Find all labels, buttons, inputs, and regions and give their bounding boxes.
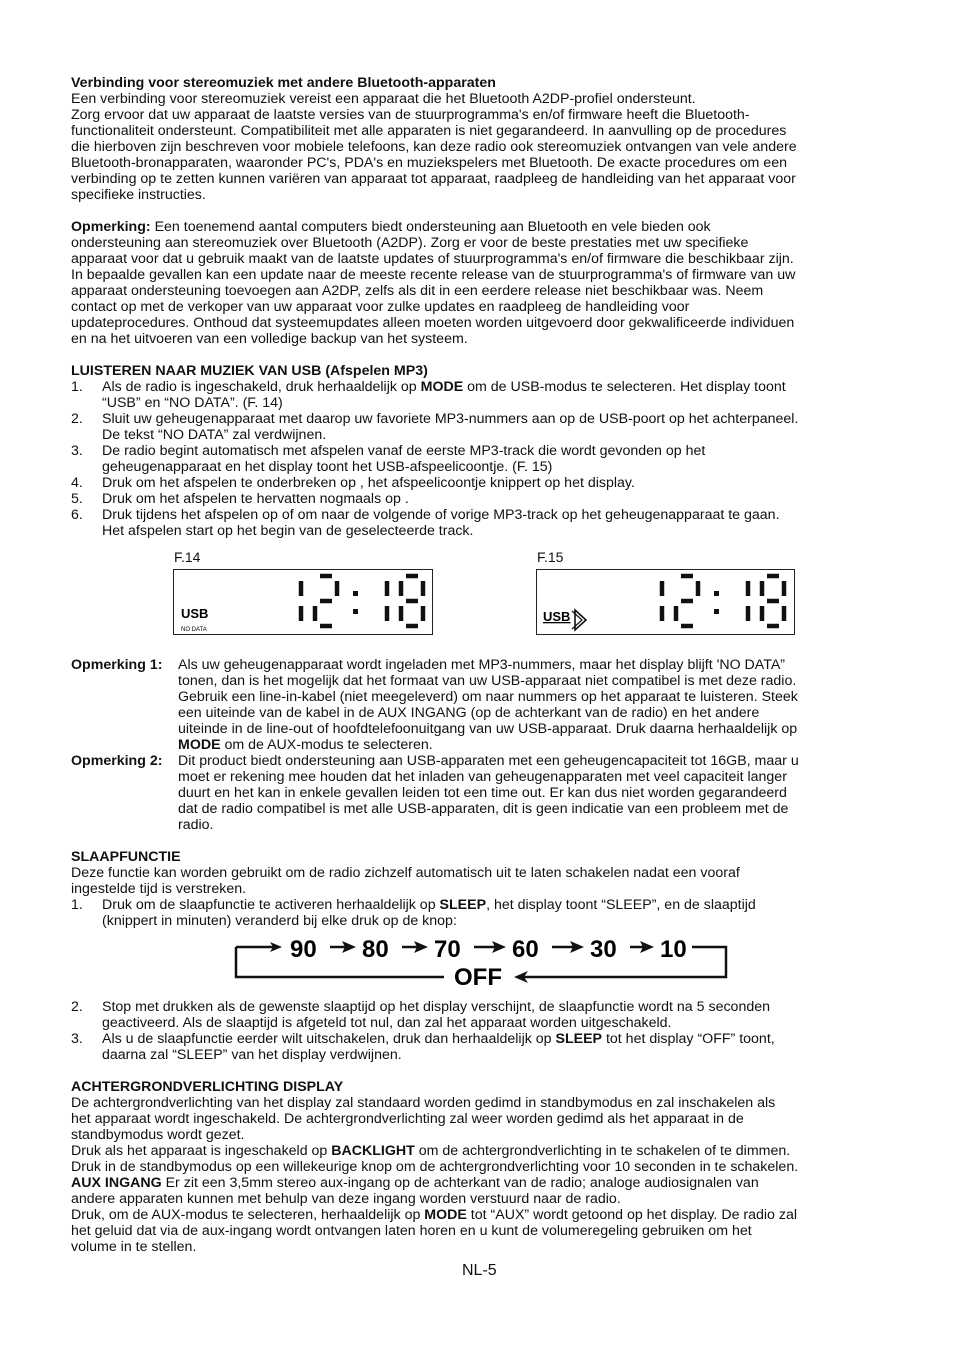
cycle-return-line: [236, 947, 444, 977]
sleep-value: 90: [290, 936, 317, 963]
bt-body: [71, 91, 891, 203]
lcd-display-fig15-graphic: [537, 570, 794, 634]
sleep-cycle-diagram: [71, 933, 891, 995]
bt-line: Bluetooth-bronapparaten, waaronder PC's, PDA's en muziekspelers met Bluetooth. De exacte procedures om een: [71, 155, 787, 171]
lcd-digit: [315, 576, 337, 626]
sleep-cycle-graphic: [234, 933, 774, 995]
lcd-colon: [353, 591, 358, 596]
bt-note: [71, 219, 891, 347]
bt-note-line: In bepaalde gevallen kan een update naar de meeste recente release van de stuurprogramma's of firmware van uw: [71, 267, 796, 283]
bt-note-label: Opmerking:: [71, 219, 151, 235]
usb-note-1: Opmerking 1: Als uw geheugenapparaat wordt ingeladen met MP3-nummers, maar het display blijft 'NO DATA” tonen, dan is het mogelijk dat het formaat van uw USB-apparaat niet compatibel is met deze radio. Gebruik een line-in-kabel (niet meegeleverd) om naar nummers op het apparaat te luisteren. Steek een uiteinde van de kabel in de AUX INGANG (op de achterkant van de radio) en het andere uiteinde in de line-out of hoofdtelefoonuitgang van uw USB-apparaat. Druk daarna herhaaldelijk op MODE om de AUX-modus te selecteren.: [71, 657, 798, 753]
bt-note-line: apparaat ondersteuning toevoegen aan A2DP, zelfs als dit in een eerdere release niet beschikbaar was. Neem: [71, 283, 764, 299]
sleep-step: 2. Stop met drukken als de gewenste slaaptijd op het display verschijnt, de slaapfunctie wordt na 5 seconden geactiveerd. Als de slaaptijd is afgeteld tot nul, dan zal het apparaat worden uitgeschakeld.: [71, 999, 771, 1031]
page-number: NL-5: [462, 1262, 497, 1279]
lcd-digit: [401, 576, 423, 626]
backlight-heading: ACHTERGRONDVERLICHTING DISPLAY: [71, 1079, 344, 1095]
sleep-value: 70: [434, 936, 461, 963]
usb-figures: [71, 539, 891, 657]
bt-note-line: en na het uitvoeren van een volledige backup van het systeem.: [71, 331, 468, 347]
lcd-colon: [353, 609, 358, 614]
bt-note-first: Een toenemend aantal computers biedt ondersteuning aan Bluetooth en vele bieden ook: [150, 219, 711, 235]
lcd-display-fig14: [173, 569, 433, 635]
cycle-return-line: [524, 947, 726, 977]
bt-note-line: updateprocedures. Onthoud dat systeemupdates alleen moeten worden uitgevoerd door gekwalificeerde individuen: [71, 315, 795, 331]
bt-note-line: contact op met de verkoper van uw apparaat voor zulke updates en raadpleeg de handleiding voor: [71, 299, 690, 315]
bt-heading: Verbinding voor stereomuziek met andere Bluetooth-apparaten: [71, 75, 496, 91]
sleep-step: 1. Druk om de slaapfunctie te activeren herhaaldelijk op SLEEP, het display toont “SLEEP”, en de slaaptijd (knippert in minuten) veranderd bij elke druk op de knop:: [71, 897, 756, 929]
play-icon: [575, 610, 586, 630]
bt-note-line: ondersteuning aan stereomuziek over Bluetooth (A2DP). Zorg er voor de beste prestaties met uw specifieke: [71, 235, 749, 251]
bt-note-line: apparaat voor dat u gebruik maakt van de laatste updates of stuurprogramma's en/of firmware die beschikbaar zijn.: [71, 251, 794, 267]
usb-indicator: USB: [181, 606, 209, 621]
usb-step: 3. De radio begint automatisch met afspelen vanaf de eerste MP3-track die wordt gevonden op het geheugenapparaat en het display toont het USB-afspeelicoontje. (F. 15): [71, 443, 706, 475]
lcd-time-digits: [301, 576, 423, 626]
fig15-label: F.15: [537, 549, 564, 565]
sleep-value: 60: [512, 936, 539, 963]
lcd-colon: [714, 609, 719, 614]
manual-page: Verbinding voor stereomuziek met andere Bluetooth-apparaten Een verbinding voor stereomuziek vereist een apparaat die het Bluetooth A2DP-profiel ondersteunt. Zorg ervoor dat uw apparaat de laatste versies van de stuurprogramma's en/of firmware heeft die Bluetooth- functionaliteit ondersteunt. Compatibiliteit met alle apparaten is niet gegarandeerd. In aanvulling op de procedures die hierboven zijn beschreven voor mobiele telefoons, kan deze radio ook stereomuziek ontvangen van vele andere Bluetooth-bronapparaten, waaronder PC's, PDA's en muziekspelers met Bluetooth. De exacte procedures om een verbinding op te zetten kunnen variëren van apparaat tot apparaat, raadpleeg de handleiding van het apparaat voor specifieke instructies. Opmerking: Een toenemend aantal computers biedt ondersteuning aan Bluetooth en vele bieden ook ondersteuning aan stereomuziek over Bluetooth (A2DP). Zorg er voor de beste prestaties met uw specifieke apparaat voor dat u gebruik maakt van de laatste updates of stuurprogramma's en/of firmware die beschikbaar zijn. In bepaalde gevallen kan een update naar de meeste recente release van de stuurprogramma's of firmware van uw apparaat ondersteuning toevoegen aan A2DP, zelfs als dit in een eerdere release niet beschikbaar was. Neem contact op met de verkoper van uw apparaat voor zulke updates en raadpleeg de handleiding voor updateprocedures. Onthoud dat systeemupdates alleen moeten worden uitgevoerd door gekwalificeerde individuen en na het uitvoeren van een volledige backup van het systeem. LUISTEREN NAAR MUZIEK VAN USB (Afspelen MP3) 1. Als de radio is ingeschakeld, druk herhaaldelijk op MODE om de USB-modus te selecteren. Het display toont “USB” en “NO DATA”. (F. 14) 2. Sluit uw geheugenapparaat met daarop uw favoriete MP3-nummers aan op de USB-poort op het achterpaneel. De tekst “NO DATA” zal verdwijnen. 3. De radio begint automatisch met afspelen vanaf de eerste MP3-track die wordt gevonden op het geheugenapparaat en het display toont het USB-afspeelicoontje. (F. 15) 4. Druk om het afspelen te onderbreken op , het afspeelicoontje knippert op het display. 5. Druk om het afspelen te hervatten nogmaals op . 6. Druk tijdens het afspelen op of om naar de volgende of vorige MP3-track op het geheugenapparaat te gaan. Het afspelen start op het begin van de geselecteerde track. F.14 USB NO DATA F.15 USB Opmerking 1: Als uw geheugenapparaat wordt ingeladen met MP3-nummers, maar het display blijft 'NO DATA” tonen, dan is het mogelijk dat het formaat van uw USB-apparaat niet compatibel is met deze radio. Gebruik een line-in-kabel (niet meegeleverd) om naar nummers op het apparaat te luisteren. Steek een uiteinde van de kabel in de AUX INGANG (op de achterkant van de radio) en het andere uiteinde in de line-out of hoofdtelefoonuitgang van uw USB-apparaat. Druk daarna herhaaldelijk op MODE om de AUX-modus te selecteren. Opmerking 2: Dit product biedt ondersteuning aan USB-apparaten met een geheugencapaciteit tot 16GB, maar u moet er rekening mee houden dat het inladen van geheugenapparaten met veel capaciteit langer duurt en het kan in enkele gevallen leiden tot een time out. Er kan dus niet worden gegarandeerd dat de radio compatibel is met alle USB-apparaten, dit is geen indicatie van een probleem met de radio. SLAAPFUNCTIE Deze functie kan worden gebruikt om de radio zichzelf automatisch uit te laten schakelen nadat een vooraf ingestelde tijd is verstreken. 1. Druk om de slaapfunctie te activeren herhaaldelijk op SLEEP, het display toont “SLEEP”, en de slaaptijd (knippert in minuten) veranderd bij elke druk op de knop: 90 80 70 60 30 10 OFF 2. Stop met drukken als de gewenste slaaptijd op het display verschijnt, de slaapfunctie wordt na 5 seconden geactiveerd. Als de slaaptijd is afgeteld tot nul, dan zal het apparaat worden uitgeschakeld. 3. Als u de slaapfunctie eerder wilt uitschakelen, druk dan herhaaldelijk op SLEEP tot het display “OFF” toont, daarna zal “SLEEP” van het display verdwijnen. ACHTERGRONDVERLICHTING DISPLAY De achtergrondverlichting van het display zal standaard worden gedimd in standbymodus en zal inschakelen als het apparaat wordt ingeschakeld. De achtergrondverlichting zal weer worden gedimd als het apparaat in de standbymodus wordt gezet. Druk als het apparaat is ingeschakeld op BACKLIGHT om de achtergrondverlichting in te schakelen of te dimmen. Druk in de standbymodus op een willekeurige knop om de achtergrondverlichting voor 10 seconden in te schakelen. AUX INGANG Er zit een 3,5mm stereo aux-ingang op de achterkant van de radio; analoge audiosignalen van andere apparaten kunnen met behulp van deze ingang worden verstuurd naar de radio. Druk, om de AUX-modus te selecteren, herhaaldelijk op MODE tot “AUX” wordt getoond op het display. De radio zal het geluid dat via de aux-ingang wordt ontvangen laten horen en u kunt de volumeregeling gebruiken om het volume in te stellen.: [71, 75, 891, 1255]
bt-line: die hierboven zijn beschreven voor mobiele telefoons, kan deze radio ook stereomuziek ontvangen van vele andere: [71, 139, 797, 155]
sleep-value: 30: [590, 936, 617, 963]
sleep-step: 3. Als u de slaapfunctie eerder wilt uitschakelen, druk dan herhaaldelijk op SLEEP tot het display “OFF” toont, daarna zal “SLEEP” van het display verdwijnen.: [71, 1031, 775, 1063]
bt-line: functionaliteit ondersteunt. Compatibiliteit met alle apparaten is niet gegarandeerd. In aanvulling op de procedures: [71, 123, 787, 139]
lcd-display-fig14-graphic: [174, 570, 432, 634]
usb-step: 2. Sluit uw geheugenapparaat met daarop uw favoriete MP3-nummers aan op de USB-poort op het achterpaneel. De tekst “NO DATA” zal verdwijnen.: [71, 411, 799, 443]
sleep-heading: SLAAPFUNCTIE: [71, 849, 181, 865]
aux-input-paragraph: AUX INGANG Er zit een 3,5mm stereo aux-ingang op de achterkant van de radio; analoge audiosignalen van: [71, 1175, 759, 1191]
fig14-label: F.14: [174, 549, 201, 565]
bt-line: Een verbinding voor stereomuziek vereist een apparaat die het Bluetooth A2DP-profiel ondersteunt.: [71, 91, 696, 107]
sleep-off-value: OFF: [454, 964, 502, 991]
usb-step: 4. Druk om het afspelen te onderbreken op , het afspeelicoontje knippert op het display.: [71, 475, 635, 491]
no-data-indicator: NO DATA: [181, 627, 207, 633]
bt-line: specifieke instructies.: [71, 187, 206, 203]
bt-line: Zorg ervoor dat uw apparaat de laatste versies van de stuurprogramma's en/of firmware heeft die Bluetooth-: [71, 107, 750, 123]
usb-note-2: Opmerking 2: Dit product biedt ondersteuning aan USB-apparaten met een geheugencapaciteit tot 16GB, maar u moet er rekening mee houden dat het inladen van geheugenapparaten met veel capaciteit langer duurt en het kan in enkele gevallen leiden tot een time out. Er kan dus niet worden gegarandeerd dat de radio compatibel is met alle USB-apparaten, dit is geen indicatie van een probleem met de radio.: [71, 753, 799, 833]
lcd-time-digits: [662, 576, 784, 626]
usb-heading: LUISTEREN NAAR MUZIEK VAN USB (Afspelen MP3): [71, 363, 428, 379]
lcd-digit: [676, 576, 698, 626]
usb-step: 5. Druk om het afspelen te hervatten nogmaals op .: [71, 491, 409, 507]
sleep-value: 80: [362, 936, 389, 963]
usb-step: 6. Druk tijdens het afspelen op of om naar de volgende of vorige MP3-track op het geheugenapparaat te gaan. Het afspelen start op het begin van de geselecteerde track.: [71, 507, 780, 539]
sleep-value: 10: [660, 936, 687, 963]
lcd-display-fig15: [536, 569, 795, 635]
bt-line: verbinding op te zetten kunnen variëren van apparaat tot apparaat, raadpleeg de handleiding van het apparaat voor: [71, 171, 796, 187]
usb-indicator: USB: [543, 609, 571, 624]
lcd-colon: [714, 591, 719, 596]
usb-step: 1. Als de radio is ingeschakeld, druk herhaaldelijk op MODE om de USB-modus te selecteren. Het display toont “USB” en “NO DATA”. (F. 14): [71, 379, 786, 411]
lcd-digit: [762, 576, 784, 626]
